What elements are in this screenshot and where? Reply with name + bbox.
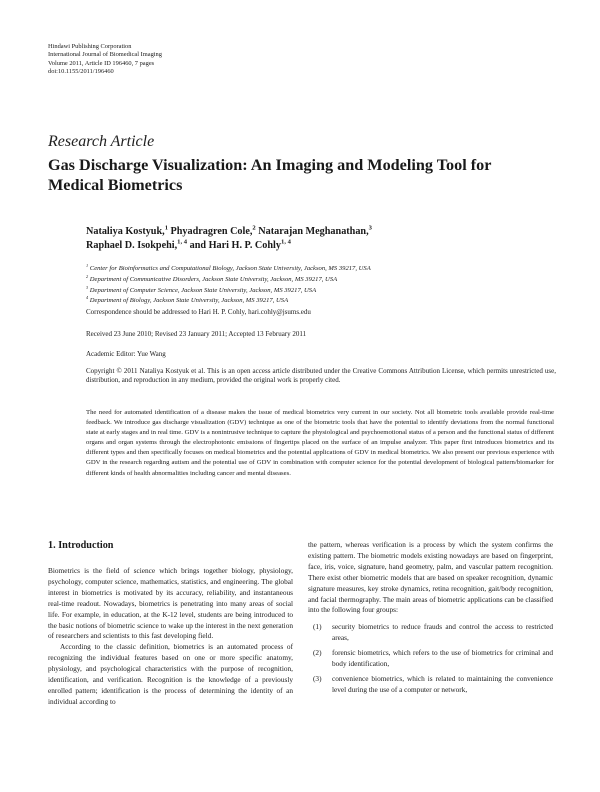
affiliation-list (86, 264, 556, 307)
affiliation: $^1$ Center for Bioinformatics and Computational Biology, Jackson State University, Jackson, MS 39217, USA (86, 262, 371, 272)
dates: Received 23 June 2010; Revised 23 January 2011; Accepted 13 February 2011 (86, 330, 307, 338)
author-list (86, 225, 556, 253)
affiliation: $^3$ Department of Computer Science, Jackson State University, Jackson, MS 39217, USA (86, 284, 317, 294)
volume-line: Volume 2011, Article ID 196460, 7 pages (48, 59, 155, 67)
section-heading: 1. Introduction (48, 540, 114, 551)
right-column (308, 540, 553, 700)
article-type: Research Article (48, 133, 155, 150)
journal-header (48, 43, 162, 77)
paper-title: Gas Discharge Visualization: An Imaging and Modeling Tool for Medical Biometrics (48, 156, 492, 194)
academic-editor: Academic Editor: Yue Wang (86, 350, 166, 358)
journal-name: International Journal of Biomedical Imaging (48, 51, 162, 59)
author: Natarajan Meghanathan,$^3$ (258, 224, 372, 237)
list-item: (2) forensic biometrics, which refers to the use of biometrics for criminal and body identification, (313, 648, 553, 669)
paragraph: Biometrics is the field of science which brings together biology, physiology, psychology, computer science, mathematics, statistics, and engineering. The global interest in biometrics is motivated by its accuracy, reliability, and instantaneous real-time readout. Nowadays, biometrics is penetrating into many areas of social life. For example, in education, at the K-12 level, students are being introduced to the basic notions of biometric science to wake up the interest in the next generation of researchers and scientists to this fast developing field. (48, 566, 293, 641)
correspondence: Correspondence should be addressed to Hari H. P. Cohly, hari.cohly@jsums.edu (86, 308, 311, 316)
paragraph: the pattern, whereas verification is a process by which the system confirms the existing pattern. The biometric models existing nowadays are based on fingerprint, face, iris, voice, signature, hand geometry, palm, and vascular pattern recognition. There exist other biometric models that are based on speaker recognition, dynamic signature measures, key stroke dynamics, retina recognition, gait/body recognition, and facial thermography. The main areas of biometric applications can be classified into the following four groups: (308, 540, 553, 615)
list-item: (3) convenience biometrics, which is related to maintaining the convenience level during the use of a computer or network, (313, 673, 553, 694)
affiliation: $^4$ Department of Biology, Jackson State University, Jackson, MS 39217, USA (86, 295, 289, 305)
application-list (308, 622, 553, 695)
abstract: The need for automated identification of a disease makes the issue of medical biometrics very current in our society. Not all biometric tools available provide real-time feedback. We introduce gas discharge visualization (GDV) technique as one of the biometric tools that have the potential to identify deviations from the normal functional state at early stages and in real time. GDV is a nonintrusive technique to capture the physiological and psychoemotional status of a person and the functional status of different organs and organ systems through the electrophotonic emissions of fingertips placed on the surface of an impulse analyzer. This paper first introduces biometrics and its different types and then specifically focuses on medical biometrics and the potential applications of GDV in medical biometrics. We also present our previous experience with GDV in the research regarding autism and the potential use of GDV in combination with computer science for the potential development of biological pattern/biomarker for different kinds of health abnormalities including cancer and mental diseases. (86, 409, 554, 477)
affiliation: $^2$ Department of Communicative Disorders, Jackson State University, Jackson, MS 39217, USA (86, 273, 338, 283)
publisher-line: Hindawi Publishing Corporation (48, 43, 132, 50)
author: and Hari H. P. Cohly$^{1, 4}$ (189, 238, 291, 251)
author: Raphael D. Isokpehi,$^{1, 4}$ (86, 238, 188, 251)
copyright-notice: Copyright © 2011 Nataliya Kostyuk et al. This is an open access article distributed under the Creative Commons Attribution License, which permits unrestricted use, distribution, and reproduction in any medium, provided the original work is properly cited. (86, 367, 556, 385)
list-item: (1) security biometrics to reduce frauds and control the access to restricted areas, (313, 622, 553, 643)
author: Nataliya Kostyuk,$^1$ (86, 224, 168, 237)
left-column (48, 540, 293, 708)
author: Phyadragren Cole,$^2$ (170, 224, 256, 237)
doi-line: doi:10.1155/2011/196460 (48, 68, 114, 76)
paragraph: According to the classic definition, biometrics is an automated process of recognizing the individual features based on one or more specific anatomy, physiology, and psychological characteristics with the purpose of recognition, identification, and verification. Recognition is the knowledge of a previously enrolled pattern; identification is the process of determining the identity of an individual according to (48, 642, 293, 706)
